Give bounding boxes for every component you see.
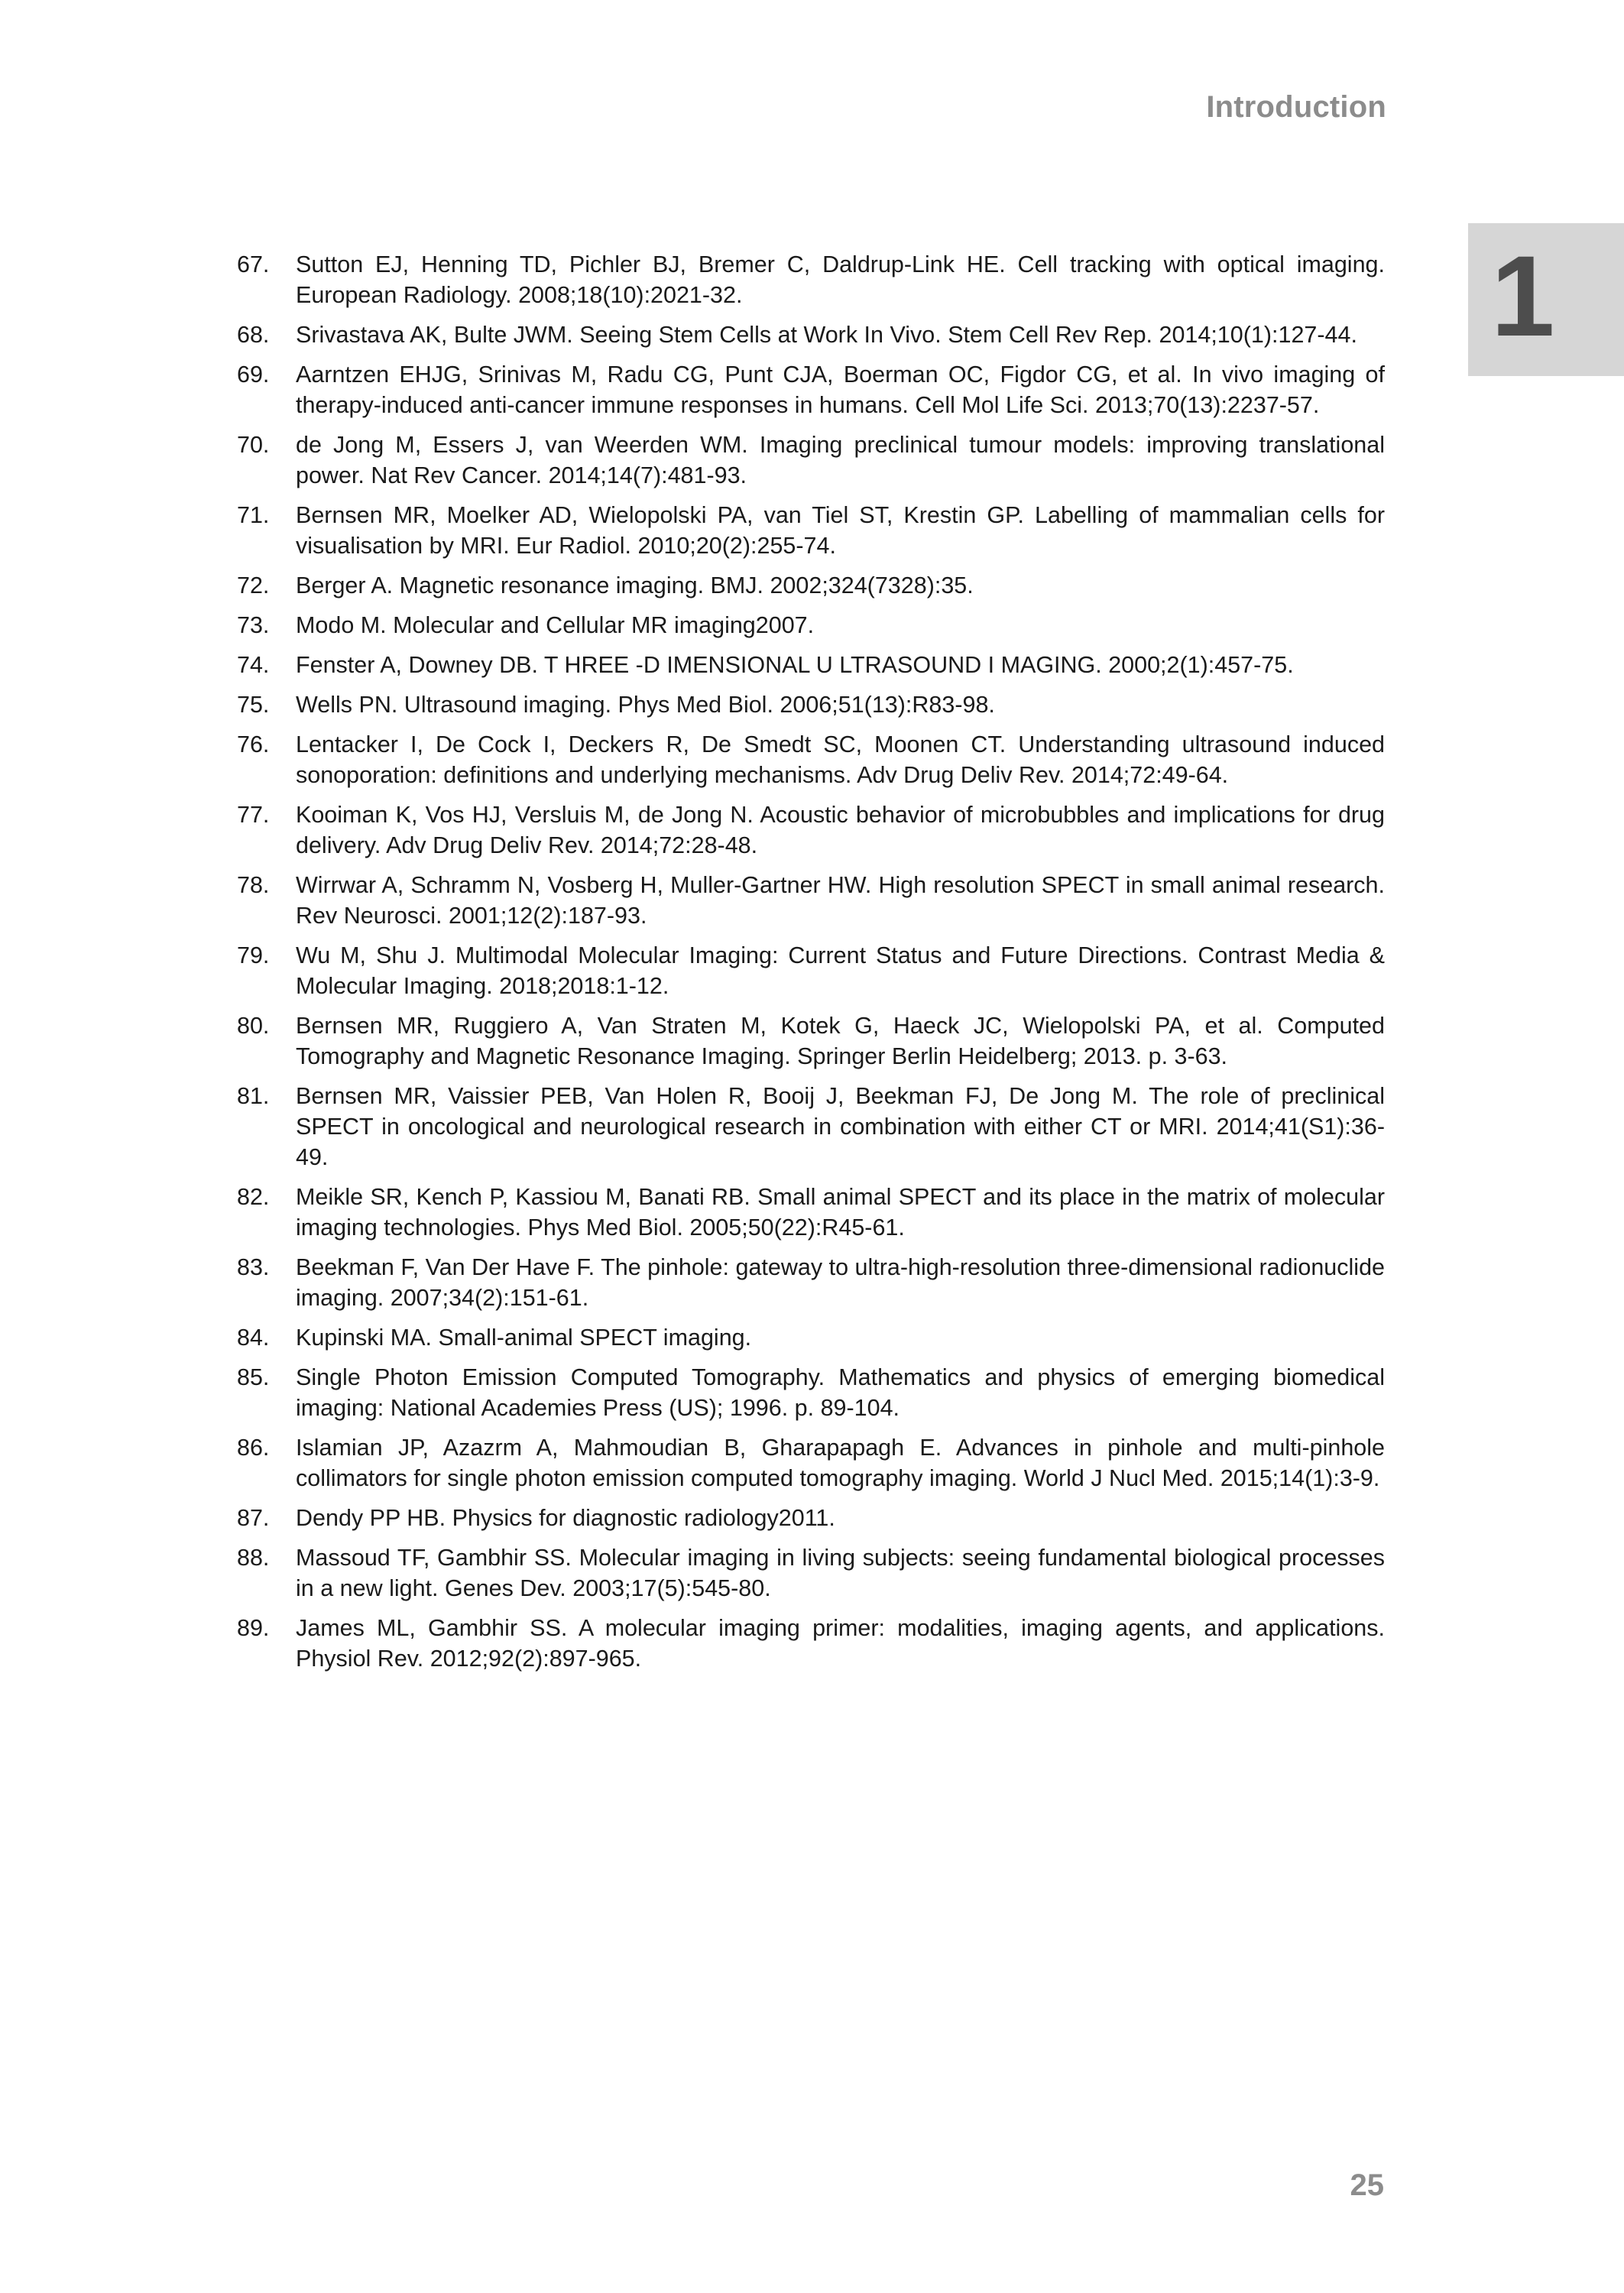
reference-item <box>237 689 1385 720</box>
reference-number: 86. <box>237 1435 270 1461</box>
reference-number: 80. <box>237 1013 270 1039</box>
reference-item <box>237 940 1385 1001</box>
reference-text: Sutton EJ, Henning TD, Pichler BJ, Bremer C, Daldrup-Link HE. Cell tracking with optical imaging. European Radiology. 2008;18(10):2021-32. <box>296 251 1385 308</box>
reference-text: de Jong M, Essers J, van Weerden WM. Imaging preclinical tumour models: improving translational power. Nat Rev Cancer. 2014;14(7):481-93. <box>296 432 1385 488</box>
reference-item <box>237 799 1385 861</box>
reference-text: Single Photon Emission Computed Tomography. Mathematics and physics of emerging biomedical imaging: National Academies Press (US); 1996. p. 89-104. <box>296 1364 1385 1421</box>
reference-number: 85. <box>237 1364 270 1390</box>
reference-item <box>237 650 1385 680</box>
reference-text: Wu M, Shu J. Multimodal Molecular Imaging: Current Status and Future Directions. Contrast Media & Molecular Imaging. 2018;2018:1-12. <box>296 942 1385 999</box>
reference-item <box>237 1503 1385 1533</box>
reference-item <box>237 249 1385 310</box>
reference-text: Meikle SR, Kench P, Kassiou M, Banati RB. Small animal SPECT and its place in the matrix of molecular imaging technologies. Phys Med Biol. 2005;50(22):R45-61. <box>296 1184 1385 1241</box>
reference-item <box>237 870 1385 931</box>
reference-text: Lentacker I, De Cock I, Deckers R, De Smedt SC, Moonen CT. Understanding ultrasound induced sonoporation: definitions and underlying mechanisms. Adv Drug Deliv Rev. 2014;72:49-64. <box>296 731 1385 788</box>
reference-item <box>237 1322 1385 1353</box>
reference-number: 70. <box>237 432 270 458</box>
reference-text: Islamian JP, Azazrm A, Mahmoudian B, Gharapapagh E. Advances in pinhole and multi-pinhole collimators for single photon emission computed tomography imaging. World J Nucl Med. 2015;14(1):3-9. <box>296 1435 1385 1491</box>
reference-number: 79. <box>237 942 270 968</box>
reference-text: Wirrwar A, Schramm N, Vosberg H, Muller-Gartner HW. High resolution SPECT in small animal research. Rev Neurosci. 2001;12(2):187-93. <box>296 872 1385 929</box>
reference-number: 68. <box>237 322 270 348</box>
running-header: Introduction <box>1206 90 1386 124</box>
reference-number: 84. <box>237 1325 270 1351</box>
reference-number: 82. <box>237 1184 270 1210</box>
reference-number: 88. <box>237 1545 270 1571</box>
reference-text: James ML, Gambhir SS. A molecular imaging primer: modalities, imaging agents, and applications. Physiol Rev. 2012;92(2):897-965. <box>296 1615 1385 1672</box>
reference-text: Massoud TF, Gambhir SS. Molecular imaging in living subjects: seeing fundamental biological processes in a new light. Genes Dev. 2003;17(5):545-80. <box>296 1545 1385 1601</box>
reference-item <box>237 1010 1385 1072</box>
reference-item <box>237 319 1385 350</box>
reference-text: Kupinski MA. Small-animal SPECT imaging. <box>296 1325 752 1351</box>
reference-item <box>237 359 1385 420</box>
reference-text: Bernsen MR, Moelker AD, Wielopolski PA, van Tiel ST, Krestin GP. Labelling of mammalian cells for visualisation by MRI. Eur Radiol. 2010;20(2):255-74. <box>296 502 1385 559</box>
reference-number: 75. <box>237 692 270 718</box>
reference-text: Aarntzen EHJG, Srinivas M, Radu CG, Punt CJA, Boerman OC, Figdor CG, et al. In vivo imaging of therapy-induced anti-cancer immune responses in humans. Cell Mol Life Sci. 2013;70(13):2237-57. <box>296 362 1385 418</box>
reference-text: Bernsen MR, Ruggiero A, Van Straten M, Kotek G, Haeck JC, Wielopolski PA, et al. Computed Tomography and Magnetic Resonance Imaging. Springer Berlin Heidelberg; 2013. p. 3-63. <box>296 1013 1385 1069</box>
chapter-number: 1 <box>1491 232 1555 360</box>
reference-text: Fenster A, Downey DB. T HREE -D IMENSIONAL U LTRASOUND I MAGING. 2000;2(1):457-75. <box>296 652 1294 678</box>
reference-item <box>237 1542 1385 1604</box>
reference-item <box>237 729 1385 790</box>
reference-number: 78. <box>237 872 270 898</box>
reference-text: Berger A. Magnetic resonance imaging. BMJ. 2002;324(7328):35. <box>296 572 974 598</box>
reference-text: Dendy PP HB. Physics for diagnostic radiology2011. <box>296 1505 835 1531</box>
reference-item <box>237 570 1385 601</box>
reference-list <box>237 249 1385 1683</box>
reference-number: 87. <box>237 1505 270 1531</box>
reference-item <box>237 430 1385 491</box>
reference-number: 71. <box>237 502 270 528</box>
reference-item <box>237 1081 1385 1172</box>
page-number: 25 <box>1350 2168 1384 2202</box>
reference-text: Bernsen MR, Vaissier PEB, Van Holen R, Booij J, Beekman FJ, De Jong M. The role of preclinical SPECT in oncological and neurological research in combination with either CT or MRI. 2014;41(S1):36-49. <box>296 1083 1385 1170</box>
reference-number: 81. <box>237 1083 270 1109</box>
reference-number: 69. <box>237 362 270 388</box>
reference-item <box>237 1362 1385 1423</box>
reference-item <box>237 1182 1385 1243</box>
reference-number: 67. <box>237 251 270 277</box>
reference-item <box>237 500 1385 561</box>
reference-text: Srivastava AK, Bulte JWM. Seeing Stem Cells at Work In Vivo. Stem Cell Rev Rep. 2014;10(1):127-44. <box>296 322 1357 348</box>
reference-item <box>237 1252 1385 1313</box>
reference-number: 76. <box>237 731 270 757</box>
reference-item <box>237 1613 1385 1674</box>
reference-number: 73. <box>237 612 270 638</box>
reference-text: Modo M. Molecular and Cellular MR imaging2007. <box>296 612 815 638</box>
reference-number: 77. <box>237 802 270 828</box>
reference-number: 83. <box>237 1254 270 1280</box>
reference-item <box>237 1432 1385 1494</box>
reference-item <box>237 610 1385 641</box>
chapter-tab <box>1468 223 1624 376</box>
reference-text: Wells PN. Ultrasound imaging. Phys Med Biol. 2006;51(13):R83-98. <box>296 692 995 718</box>
reference-text: Kooiman K, Vos HJ, Versluis M, de Jong N. Acoustic behavior of microbubbles and implications for drug delivery. Adv Drug Deliv Rev. 2014;72:28-48. <box>296 802 1385 858</box>
reference-number: 74. <box>237 652 270 678</box>
reference-number: 72. <box>237 572 270 598</box>
reference-text: Beekman F, Van Der Have F. The pinhole: gateway to ultra-high-resolution three-dimensional radionuclide imaging. 2007;34(2):151-61. <box>296 1254 1385 1311</box>
reference-number: 89. <box>237 1615 270 1641</box>
